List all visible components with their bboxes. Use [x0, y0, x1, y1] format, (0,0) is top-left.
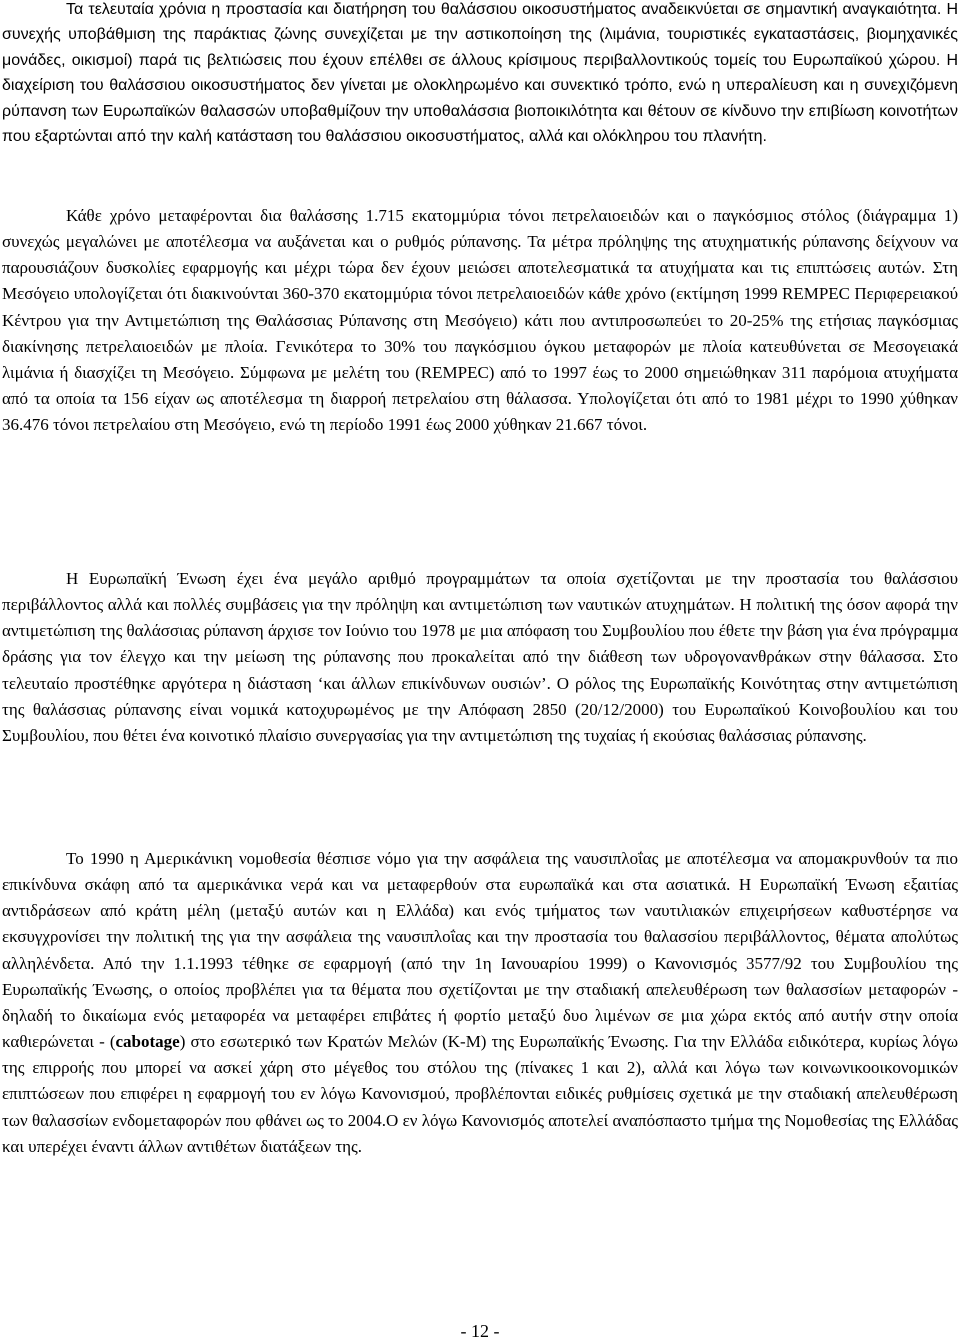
paragraph-us-legislation-text-start: Το 1990 η Αμερικάνικη νομοθεσία θέσπισε νόμο για την ασφάλεια της ναυσιπλοΐας με αποτέλεσμα να απομακρυνθούν τα πιο επικίνδυνα σκάφη από τα αμερικάνικα νερά και να μεταφερθούν στα ευρωπαϊκά και στα ασιατικά. Η Ευρωπαϊκή Ένωση εξαιτίας αντιδράσεων από κράτη μέλη (μεταξύ αυτών και η Ελλάδα) και ενός τμήματος των ναυτιλιακών επιχειρήσεων καθυστέρησε να εκσυγχρονίσει την πολιτική της για την ασφάλεια της ναυσιπλοΐας και την προστασία του θαλασσίου περιβάλλοντος, θέματα απολύτως αλληλένδετα. Από την 1.1.1993 τέθηκε σε εφαρμογή (από την 1η Ιανουαρίου 1999) ο Κανονισμός 3577/92 του Συμβουλίου της Ευρωπαϊκής Ένωσης, ο οποίος προβλέπει για τα θέματα που σχετίζονται με την σταδιακή απελευθέρωση των θαλασσίων μεταφορών - δηλαδή το δικαίωμα ενός μεταφορέα να μεταφέρει επιβάτες ή φορτίο μεταξύ δυο λιμένων σε μια χώρα εκτός από αυτήν στην οποία καθιερώνεται - ( [2, 849, 958, 1052]
paragraph-eu-programs-text: Η Ευρωπαϊκή Ένωση έχει ένα μεγάλο αριθμό προγραμμάτων τα οποία σχετίζονται με την προστασία του θαλάσσιου περιβάλλοντος αλλά και πολλές συμβάσεις για την πρόληψη και αντιμετώπιση των ναυτικών ατυχημάτων. Η πολιτική της όσον αφορά την αντιμετώπιση της θαλάσσιας ρύπανση άρχισε τον Ιούνιο του 1978 με μια απόφαση του Συμβουλίου που έθετε την βάση για ένα πρόγραμμα δράσης για τον έλεγχο και την μείωση της ρύπανσης που προκαλείται από την διάθεση των υδρογονανθράκων στην θάλασσα. Στο τελευταίο προστέθηκε αργότερα η διάσταση ‘και άλλων επικίνδυνων ουσιών’. Ο ρόλος της Ευρωπαϊκής Κοινότητας στην αντιμετώπιση της θαλάσσιας ρύπανσης είναι νομικά κατοχυρωμένος με την Απόφαση 2850 (20/12/2000) του Ευρωπαϊκού Κοινοβουλίου και του Συμβουλίου, που θέτει ένα κοινοτικό πλαίσιο συνεργασίας για την αντιμετώπιση της τυχαίας ή εκούσιας θαλάσσιας ρύπανσης. [2, 569, 958, 745]
paragraph-intro-text: Τα τελευταία χρόνια η προστασία και διατήρηση του θαλάσσιου οικοσυστήματος αναδεικνύεται σε σημαντική αναγκαιότητα. Η συνεχής υποβάθμιση της παράκτιας ζώνης συνεχίζεται με την αστικοποίηση της (λιμάνια, τουριστικές εγκαταστάσεις, βιομηχανικές μονάδες, οικισμοί) παρά τις βελτιώσεις που έχουν επέλθει σε άλλους κρίσιμους περιβαλλοντικούς τομείς του Ευρωπαϊκού χώρου. Η διαχείριση του θαλάσσιου οικοσυστήματος δεν γίνεται με ολοκληρωμένο και συνεκτικό τρόπο, ενώ η υπεραλίευση και η συνεχιζόμενη ρύπανση των Ευρωπαϊκών θαλασσών υποβαθμίζουν την υποθαλάσσια βιοποικιλότητα και θέτουν σε κίνδυνο την επιβίωση κοινοτήτων που εξαρτώνται από την καλή κατάσταση του θαλάσσιου οικοσυστήματος, αλλά και ολόκληρου του πλανήτη. [2, 1, 958, 146]
paragraph-eu-programs [2, 566, 958, 749]
page-number: - 12 - [460, 1321, 500, 1341]
paragraph-intro [2, 0, 958, 149]
cabotage-term: cabotage [115, 1032, 180, 1052]
paragraph-us-legislation [2, 846, 958, 1160]
paragraph-oil-transport-text: Κάθε χρόνο μεταφέρονται δια θαλάσσης 1.715 εκατομμύρια τόνοι πετρελαιοειδών και ο παγκόσμιος στόλος (διάγραμμα 1) συνεχώς μεγαλώνει με αποτέλεσμα να αυξάνεται και ο ρυθμός ρύπανσης. Τα μέτρα πρόληψης της ατυχηματικής ρύπανσης δείχνουν να παρουσιάζουν δυσκολίες εφαρμογής και μέχρι τώρα δεν έχουν μειώσει αποτελεσματικά τα ατυχήματα και τις επιπτώσεις αυτών. Στη Μεσόγειο υπολογίζεται ότι διακινούνται 360-370 εκατομμύρια τόνοι πετρελαιοειδών κάθε χρόνο (εκτίμηση 1999 REMPEC Περιφερειακού Κέντρου για την Αντιμετώπιση της Θαλάσσιας Ρύπανσης στη Μεσόγειο) κάτι που αντιπροσωπεύει το 20-25% της ετήσιας παγκόσμιας διακίνησης πετρελαιοειδών με πλοία. Γενικότερα το 30% του παγκόσμιου όγκου μεταφορών με πλοία κατευθύνεται σε Μεσογειακά λιμάνια ή διασχίζει τη Μεσόγειο. Σύμφωνα με μελέτη του (REMPEC) από το 1997 έως το 2000 σημειώθηκαν 311 παρόμοια ατυχήματα από τα οποία τα 156 είχαν ως αποτέλεσμα τη διαρροή πετρελαίου στη θάλασσα. Υπολογίζεται ότι από το 1981 μέχρι το 1990 χύθηκαν 36.476 τόνοι πετρελαίου στη Μεσόγειο, ενώ τη περίοδο 1991 έως 2000 χύθηκαν 21.667 τόνοι. [2, 206, 958, 435]
paragraph-us-legislation-text-end: ) στο εσωτερικό των Κρατών Μελών (Κ-Μ) της Ευρωπαϊκής Ένωσης. Για την Ελλάδα ειδικότερα, κυρίως λόγω της επιρροής που μπορεί να ασκεί χάρη στο μέγεθος του στόλου της (πίνακες 1 και 2), αλλά και λόγω των κοινωνικοοικονομικών επιπτώσεων που επιφέρει η εφαρμογή του εν λόγω Κανονισμού, προβλέπονται ειδικές ρυθμίσεις σχετικά με την σταδιακή απελευθέρωση των θαλασσίων ενδομεταφορών που φθάνει ως το 2004.Ο εν λόγω Κανονισμός αποτελεί αναπόσπαστο τμήμα της Νομοθεσίας της Ελλάδας και υπερέχει έναντι άλλων αντιθέτων διατάξεων της. [2, 1032, 959, 1156]
paragraph-oil-transport [2, 203, 958, 438]
